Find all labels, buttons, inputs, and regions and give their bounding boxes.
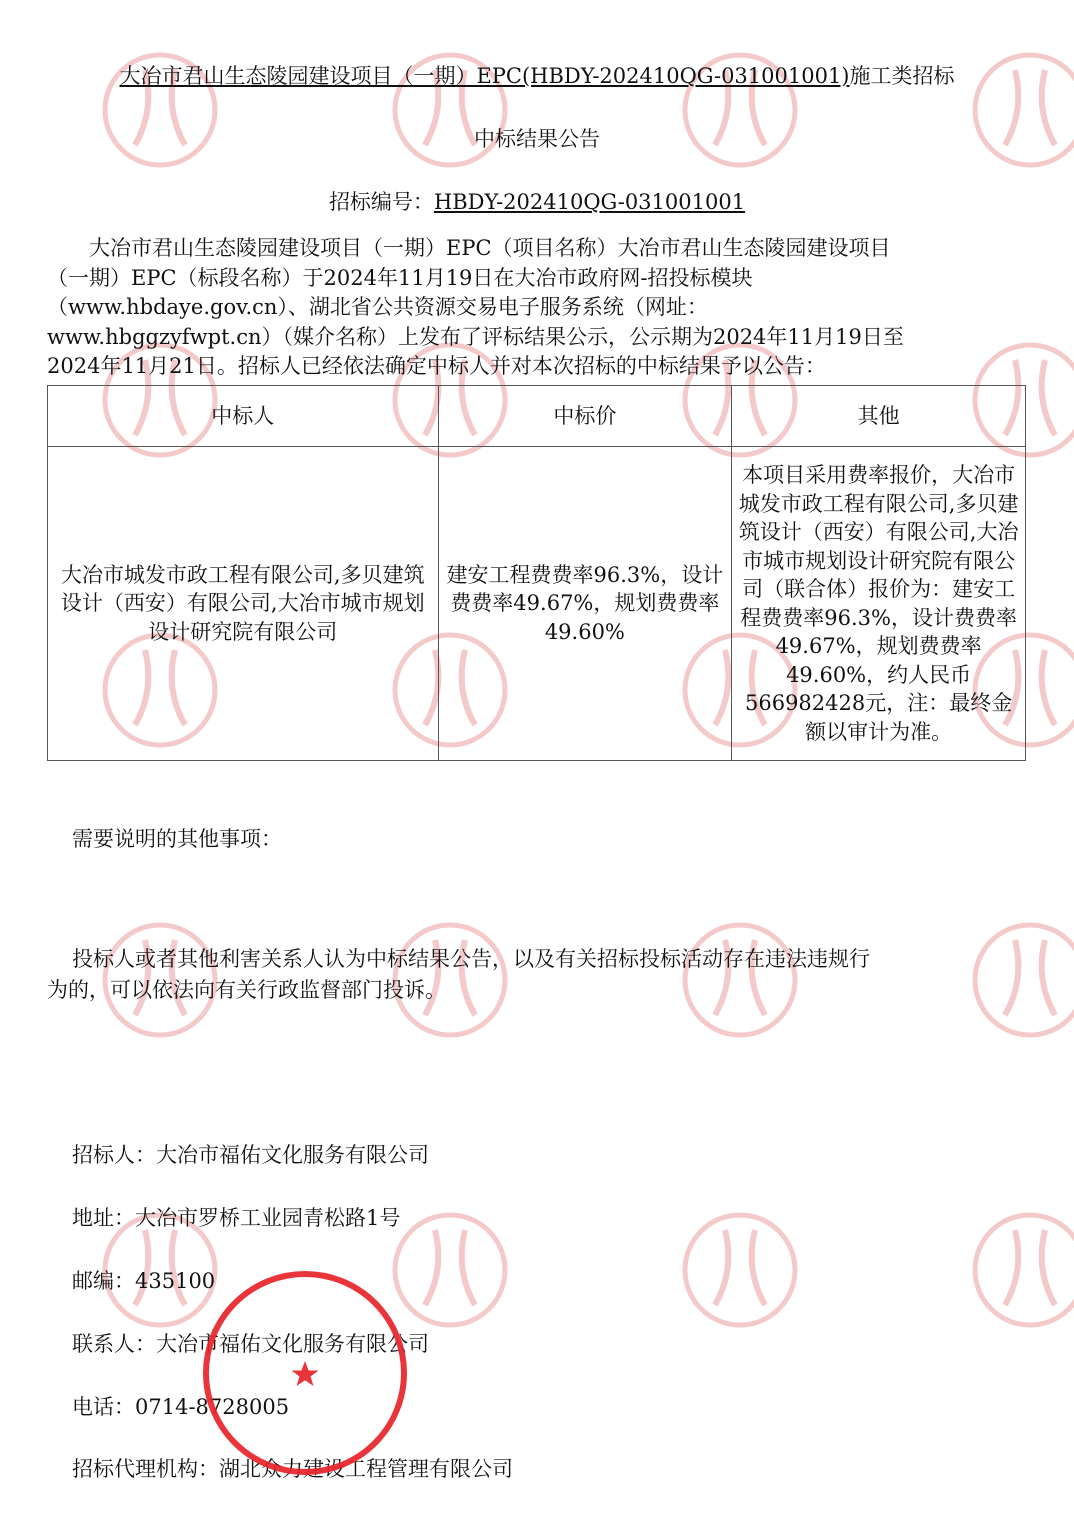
phone: 电话：0714-8728005	[72, 1395, 290, 1419]
watermark-emblem	[395, 1215, 505, 1325]
document-title: 大冶市君山生态陵园建设项目（一期）EPC(HBDY-202410QG-031001001)施工类招标	[119, 64, 955, 88]
header-winner: 中标人	[48, 386, 439, 447]
postcode: 邮编：435100	[72, 1269, 216, 1293]
watermark-emblem	[975, 1215, 1074, 1325]
table-header-row	[48, 386, 1026, 447]
result-table	[47, 385, 1026, 761]
star-icon	[292, 1361, 319, 1386]
watermark-emblem	[685, 1215, 795, 1325]
intro-paragraph: 大冶市君山生态陵园建设项目（一期）EPC（项目名称）大冶市君山生态陵园建设项目 （一期）EPC（标段名称）于2024年11月19日在大冶市政府网-招投标模块 （www.hbdaye.gov.cn）、湖北省公共资源交易电子服务系统（网址： www.hbggzyfwpt.cn）（媒介名称）上发布了评标结果公示，公示期为2024年11月19日至 2024年11月21日。招标人已经依法确定中标人并对本次招标的中标结果予以公告：	[47, 236, 904, 378]
header-other: 其他	[732, 386, 1026, 447]
header-price: 中标价	[438, 386, 732, 447]
document-subtitle: 中标结果公告	[474, 127, 600, 151]
cell-winner: 大冶市城发市政工程有限公司,多贝建筑设计（西安）有限公司,大冶市城市规划设计研究院有限公司	[48, 447, 439, 761]
contact-person: 联系人：大冶市福佑文化服务有限公司	[72, 1332, 429, 1356]
watermark-emblem	[975, 925, 1074, 1035]
bid-code: 招标编号：HBDY-202410QG-031001001	[328, 190, 746, 214]
complaint-paragraph: 投标人或者其他利害关系人认为中标结果公告，以及有关招标投标活动存在违法违规行 为的，可以依法向有关行政监督部门投诉。	[47, 947, 870, 1002]
other-matters-heading: 需要说明的其他事项：	[72, 827, 282, 851]
cell-price: 建安工程费费率96.3%，设计费费率49.67%，规划费费率49.60%	[438, 447, 732, 761]
address: 地址：大冶市罗桥工业园青松路1号	[72, 1206, 401, 1230]
table-row	[48, 447, 1026, 761]
agency: 招标代理机构：湖北众力建设工程管理有限公司	[72, 1457, 513, 1481]
cell-other: 本项目采用费率报价，大冶市城发市政工程有限公司,多贝建筑设计（西安）有限公司,大冶市城市规划设计研究院有限公司（联合体）报价为：建安工程费费率96.3%，设计费费率49.67%，规划费费率49.60%，约人民币566982428元，注：最终金额以审计为准。	[732, 447, 1026, 761]
company-seal	[200, 1268, 410, 1478]
tenderer: 招标人：大冶市福佑文化服务有限公司	[72, 1143, 429, 1167]
